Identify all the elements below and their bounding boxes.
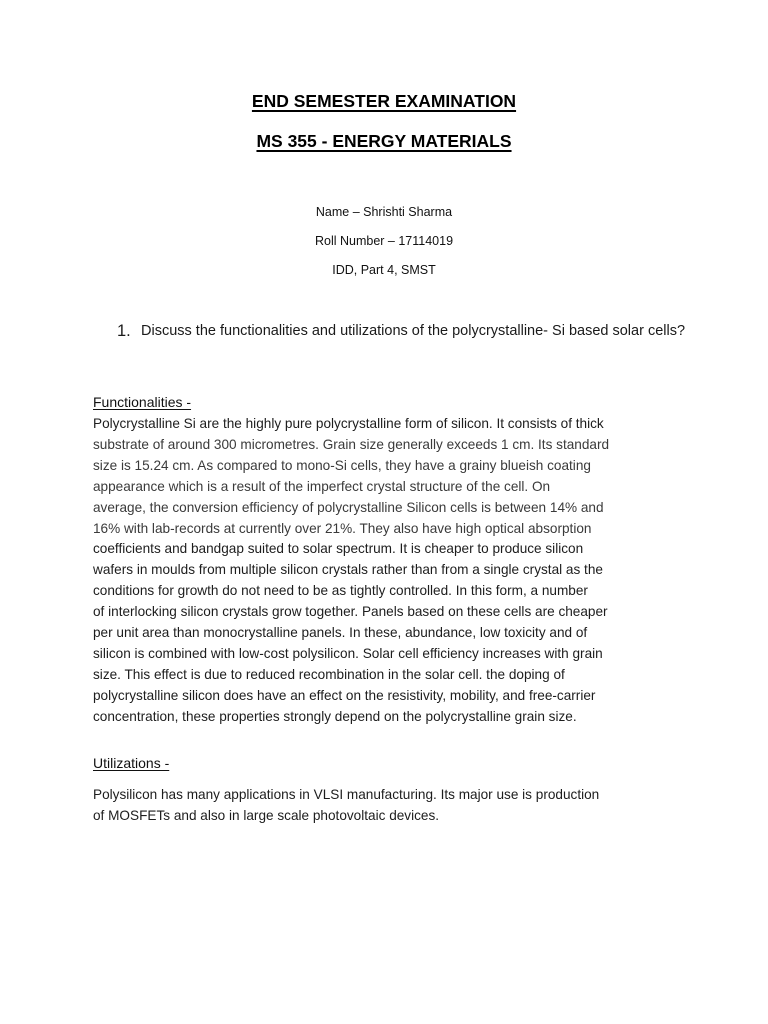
paragraph-line: average, the conversion efficiency of polycrystalline Silicon cells is between 14% and: [93, 499, 604, 515]
paragraph-line: polycrystalline silicon does have an effect on the resistivity, mobility, and free-carrier: [93, 687, 596, 703]
paragraph-line: substrate of around 300 micrometres. Grain size generally exceeds 1 cm. Its standard: [93, 436, 610, 452]
paragraph-line: Polysilicon has many applications in VLSI manufacturing. Its major use is production: [93, 787, 600, 802]
exam-title: END SEMESTER EXAMINATION: [251, 91, 517, 111]
paragraph-line: of MOSFETs and also in large scale photovoltaic devices.: [93, 807, 440, 823]
paragraph-line: wafers in moulds from multiple silicon crystals rather than from a single crystal as the: [93, 562, 603, 578]
paragraph-line: of interlocking silicon crystals grow together. Panels based on these cells are cheaper: [93, 604, 608, 620]
paragraph-line: silicon is combined with low-cost polysilicon. Solar cell efficiency increases with grain: [93, 645, 603, 661]
paragraph-line: conditions for growth do not need to be as tightly controlled. In this form, a number: [93, 583, 588, 599]
functionalities-paragraph: [93, 414, 683, 728]
paragraph-line: per unit area than monocrystalline panels. In these, abundance, low toxicity and of: [93, 625, 588, 641]
paragraph-line: 16% with lab-records at currently over 21%. They also have high optical absorption: [93, 520, 592, 536]
question-item: [117, 320, 697, 343]
program-info: IDD, Part 4, SMST: [332, 263, 436, 277]
paragraph-line: size. This effect is due to reduced recombination in the solar cell. the doping of: [93, 666, 565, 682]
functionalities-heading: Functionalities -: [93, 394, 192, 410]
utilizations-heading: Utilizations -: [93, 755, 170, 771]
paragraph-line: appearance which is a result of the imperfect crystal structure of the cell. On: [93, 478, 551, 494]
paragraph-line: concentration, these properties strongly depend on the polycrystalline grain size.: [93, 708, 577, 724]
paragraph-line: coefficients and bandgap suited to solar spectrum. It is cheaper to produce silicon: [93, 541, 584, 557]
student-name: Name – Shrishti Sharma: [315, 205, 453, 219]
paragraph-line: size is 15.24 cm. As compared to mono-Si cells, they have a grainy blueish coating: [93, 457, 591, 473]
question-text: Discuss the functionalities and utilizations of the polycrystalline- Si based solar cells?: [141, 323, 686, 339]
utilizations-paragraph: [93, 785, 683, 827]
paragraph-line: Polycrystalline Si are the highly pure polycrystalline form of silicon. It consists of thick: [93, 416, 604, 431]
course-title: MS 355 - ENERGY MATERIALS: [256, 131, 512, 151]
roll-number: Roll Number – 17114019: [314, 234, 454, 248]
question-number: 1.: [117, 322, 131, 340]
